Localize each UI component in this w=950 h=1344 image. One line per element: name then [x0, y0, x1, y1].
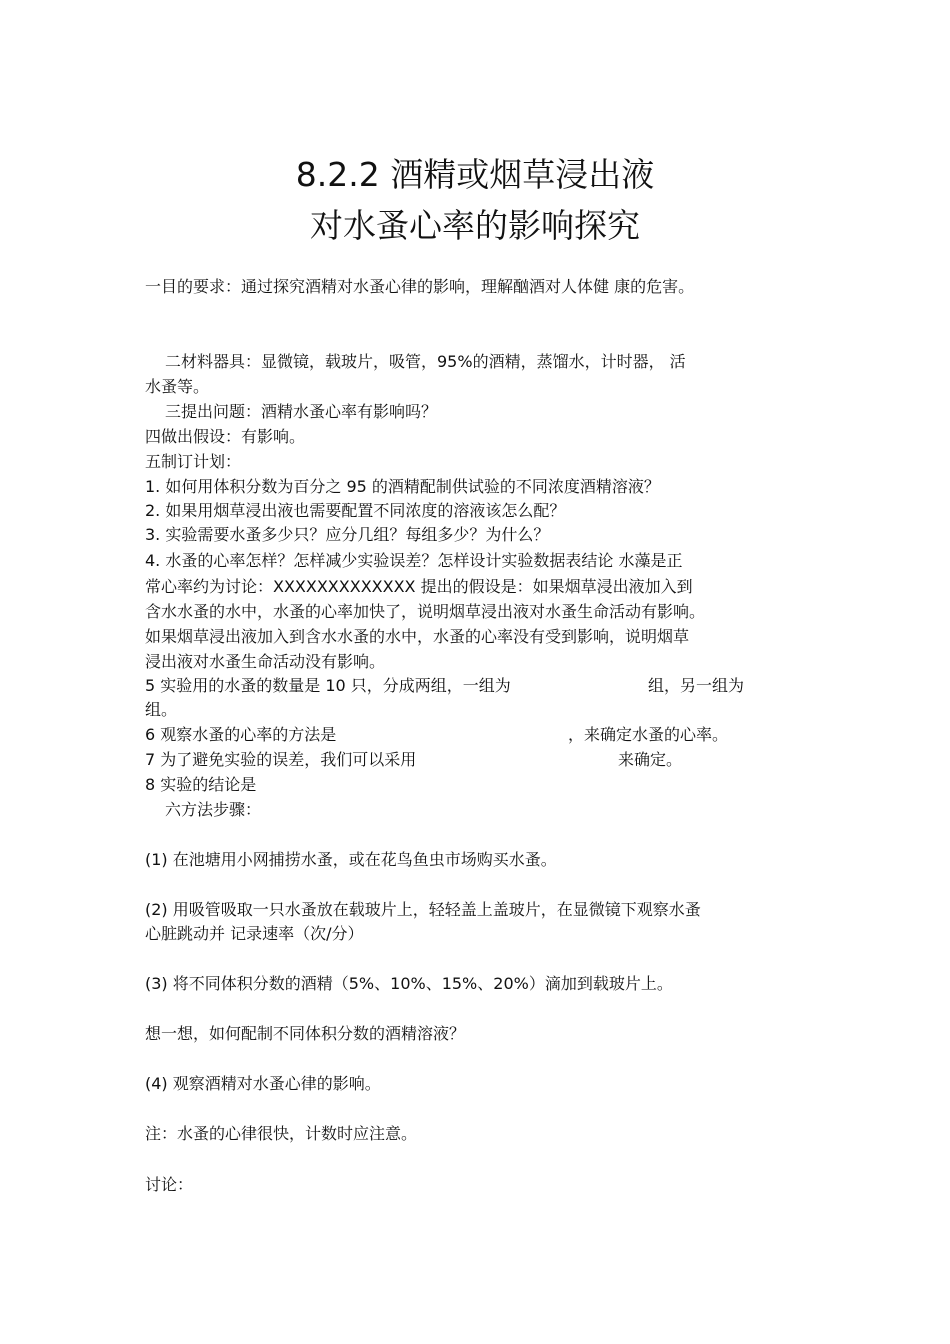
plan-item-4-line-5: 浸出液对水蚤生命活动没有影响。	[145, 652, 386, 671]
plan-item-5-part-3: 组。	[145, 700, 178, 719]
purpose-text: 一目的要求：通过探究酒精对水蚤心律的影响，理解酗酒对人体健 康的危害。	[145, 277, 695, 296]
title-line-2: 对水蚤心率的影响探究	[310, 206, 640, 245]
plan-item-5-part-2: 组，另一组为	[648, 676, 745, 695]
plan-item-4-line-2: 常心率约为讨论：XXXXXXXXXXXXX 提出的假设是：如果烟草浸出液加入到	[145, 577, 693, 596]
think-question: 想一想，如何配制不同体积分数的酒精溶液？	[145, 1024, 466, 1043]
step-4: (4) 观察酒精对水蚤心律的影响。	[145, 1074, 381, 1093]
plan-item-2: 2. 如果用烟草浸出液也需要配置不同浓度的溶液该怎么配？	[145, 501, 566, 520]
plan-item-7-part-2: 来确定。	[618, 750, 683, 769]
plan-item-3: 3. 实验需要水蚤多少只？应分几组？每组多少？为什么？	[145, 525, 550, 544]
discussion-heading: 讨论：	[145, 1175, 194, 1194]
step-2-line-2: 心脏跳动并 记录速率（次/分）	[145, 924, 364, 943]
materials-text-1: 二材料器具：显微镜，载玻片，吸管，95%的酒精，蒸馏水，计时器， 活	[165, 352, 686, 371]
plan-item-6-part-2: ，来确定水蚤的心率。	[568, 725, 729, 744]
hypothesis-text: 四做出假设：有影响。	[145, 427, 306, 446]
step-1: (1) 在池塘用小网捕捞水蚤，或在花鸟鱼虫市场购买水蚤。	[145, 850, 557, 869]
steps-heading: 六方法步骤：	[165, 800, 262, 819]
plan-item-4-line-3: 含水水蚤的水中，水蚤的心率加快了，说明烟草浸出液对水蚤生命活动有影响。	[145, 602, 706, 621]
plan-item-1: 1. 如何用体积分数为百分之 95 的酒精配制供试验的不同浓度酒精溶液？	[145, 477, 660, 496]
plan-item-7-part-1: 7 为了避免实验的误差，我们可以采用	[145, 750, 417, 769]
note-text: 注：水蚤的心律很快，计数时应注意。	[145, 1124, 418, 1143]
plan-item-8: 8 实验的结论是	[145, 775, 257, 794]
title-line-1: 8.2.2 酒精或烟草浸出液	[295, 155, 655, 194]
materials-text-2: 水蚤等。	[145, 377, 210, 396]
plan-item-4-line-1: 4. 水蚤的心率怎样？怎样减少实验误差？怎样设计实验数据表结论 水藻是正	[145, 551, 683, 570]
step-2-line-1: (2) 用吸管吸取一只水蚤放在载玻片上，轻轻盖上盖玻片，在显微镜下观察水蚤	[145, 900, 701, 919]
question-text: 三提出问题：酒精水蚤心率有影响吗？	[165, 402, 438, 421]
step-3: (3) 将不同体积分数的酒精（5%、10%、15%、20%）滴加到载玻片上。	[145, 974, 673, 993]
plan-item-4-line-4: 如果烟草浸出液加入到含水水蚤的水中，水蚤的心率没有受到影响，说明烟草	[145, 627, 690, 646]
plan-item-5-part-1: 5 实验用的水蚤的数量是 10 只，分成两组，一组为	[145, 676, 511, 695]
plan-item-6-part-1: 6 观察水蚤的心率的方法是	[145, 725, 337, 744]
plan-heading: 五制订计划：	[145, 452, 242, 471]
